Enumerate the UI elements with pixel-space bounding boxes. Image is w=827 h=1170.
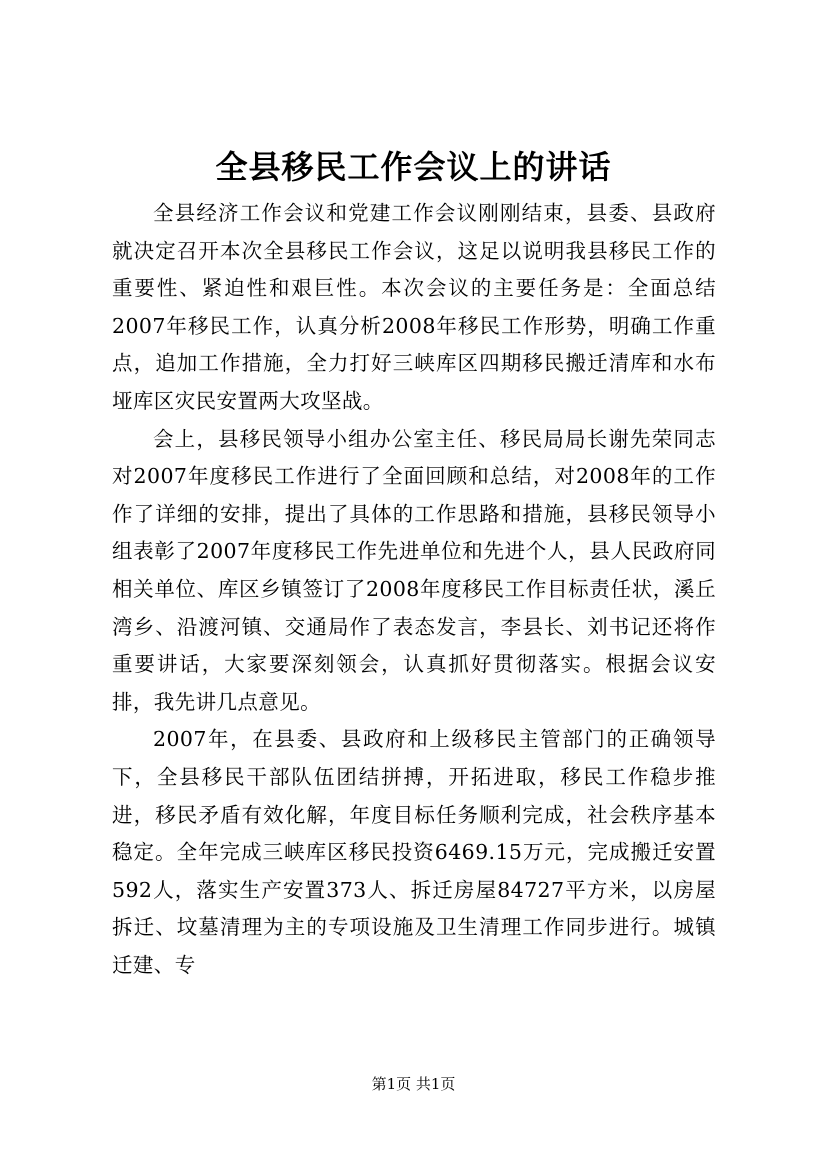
paragraph-3: 2007年，在县委、县政府和上级移民主管部门的正确领导下，全县移民干部队伍团结拼搏，开拓进取，移民工作稳步推进，移民矛盾有效化解，年度目标任务顺利完成，社会秩序基本稳定。全年完成三峡库区移民投资6469.15万元，完成搬迁安置592人，落实生产安置373人、拆迁房屋84727平方米，以房屋拆迁、坟墓清理为主的专项设施及卫生清理工作同步进行。城镇迁建、专	[112, 727, 716, 977]
document-body	[112, 195, 716, 984]
page-footer: 第1页 共1页	[371, 1075, 456, 1093]
document-title: 全县移民工作会议上的讲话	[215, 148, 612, 186]
paragraph-1: 全县经济工作会议和党建工作会议刚刚结束，县委、县政府就决定召开本次全县移民工作会议，这足以说明我县移民工作的重要性、紧迫性和艰巨性。本次会议的主要任务是：全面总结2007年移民工作，认真分析2008年移民工作形势，明确工作重点，追加工作措施，全力打好三峡库区四期移民搬迁清库和水布垭库区灾民安置两大攻坚战。	[112, 201, 716, 413]
paragraph-2: 会上，县移民领导小组办公室主任、移民局局长谢先荣同志对2007年度移民工作进行了全面回顾和总结，对2008年的工作作了详细的安排，提出了具体的工作思路和措施，县移民领导小组表彰了2007年度移民工作先进单位和先进个人，县人民政府同相关单位、库区乡镇签订了2008年度移民工作目标责任状，溪丘湾乡、沿渡河镇、交通局作了表态发言，李县长、刘书记还将作重要讲话，大家要深刻领会，认真抓好贯彻落实。根据会议安排，我先讲几点意见。	[112, 426, 716, 714]
